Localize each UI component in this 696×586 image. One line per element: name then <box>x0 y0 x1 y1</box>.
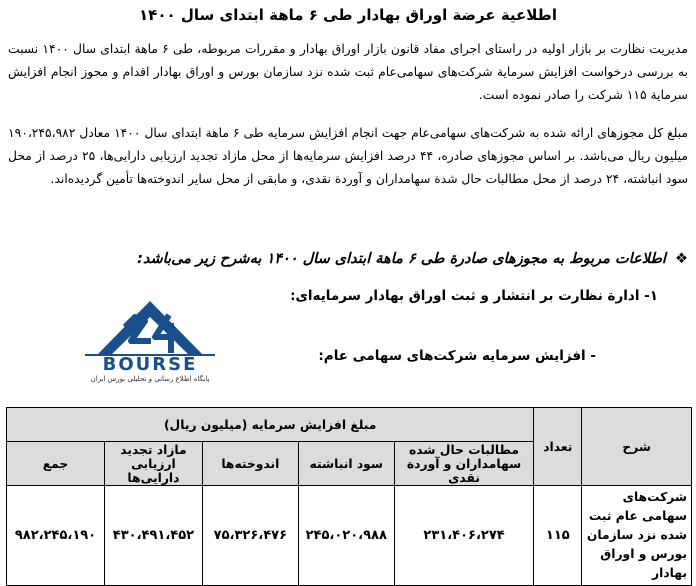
bourse-logo-icon <box>75 297 225 357</box>
item-department: ۱- ادارة نظارت بر انتشار و ثبت اوراق بهادار سرمایه‌ای: <box>290 288 658 304</box>
capital-increase-table <box>6 407 692 586</box>
bourse-logo-brand: BOURSE <box>102 354 198 375</box>
header-amount-group: مبلغ افزایش سرمایه (میلیون ریال) <box>7 408 534 442</box>
header-total: جمع <box>7 442 105 486</box>
section-heading <box>137 251 688 267</box>
header-description: شرح <box>582 408 692 486</box>
diamond-bullet-icon: ❖ <box>675 251 688 267</box>
row-receivables: ۲۳۱،۴۰۶،۲۷۴ <box>394 486 534 586</box>
header-reserves: اندوخته‌ها <box>202 442 298 486</box>
row-description: شرکت‌های سهامی عام ثبت شده نزد سازمان بورس و اوراق بهادار <box>582 486 692 586</box>
header-receivables: مطالبات حال شده سهامداران و آوردة نقدی <box>394 442 534 486</box>
header-revaluation: مازاد تجدید ارزیابی دارایی‌ها <box>104 442 202 486</box>
header-count: تعداد <box>534 408 582 486</box>
document-title: اطلاعیة عرضة اوراق بهادار طی ۶ ماهة ابتدای سال ۱۴۰۰ <box>139 6 557 24</box>
row-reserves: ۷۵،۳۲۶،۴۷۶ <box>202 486 298 586</box>
header-retained-earnings: سود انباشته <box>298 442 394 486</box>
section-heading-text: اطلاعات مربوط به مجوزهای صادرة طی ۶ ماهة ابتدای سال ۱۴۰۰ به‌شرح زیر می‌باشد: <box>137 251 666 267</box>
row-retained-earnings: ۲۴۵،۰۲۰،۹۸۸ <box>298 486 394 586</box>
bourse-logo <box>75 297 225 387</box>
row-revaluation: ۴۳۰،۴۹۱،۴۵۲ <box>104 486 202 586</box>
item-capital-increase: - افزایش سرمایه شرکت‌های سهامی عام: <box>318 348 596 364</box>
row-total: ۹۸۲،۲۴۵،۱۹۰ <box>7 486 105 586</box>
paragraph-summary: مبلغ کل مجوزهای ارائه شده به شرکت‌های سهامی‌عام جهت انجام افزایش سرمایه طی ۶ ماهة ابتدای سال ۱۴۰۰ معادل ۱۹۰،۲۴۵،۹۸۲ میلیون ریال می‌باشد. بر اساس مجوزهای صادره، ۴۴ درصد افزایش سرمایه‌ها از محل مازاد تجدید ارزیابی دارایی‌ها، ۲۵ درصد از محل سود انباشته، ۲۴ درصد از محل مطالبات حال شدة سهامداران و آوردة نقدی، و مابقی از محل سایر اندوخته‌ها تأمین گردیده‌اند. <box>8 126 689 186</box>
bourse-logo-tagline: پایگاه اطلاع رسانی و تحلیلی بورس ایران <box>90 375 210 383</box>
row-count: ۱۱۵ <box>534 486 582 586</box>
paragraph-intro: مدیریت نظارت بر بازار اولیه در راستای اجرای مفاد قانون بازار اوراق بهادار و مقررات مربوطه، طی ۶ ماهة ابتدای سال ۱۴۰۰ نسبت به بررسی درخواست افزایش سرمایة شرکت‌های سهامی‌عام ثبت شده نزد سازمان بورس و اوراق بهادار اقدام و مجوز انجام افزایش سرمایة ۱۱۵ شرکت را صادر نموده است. <box>8 42 688 102</box>
table-row <box>7 486 692 586</box>
